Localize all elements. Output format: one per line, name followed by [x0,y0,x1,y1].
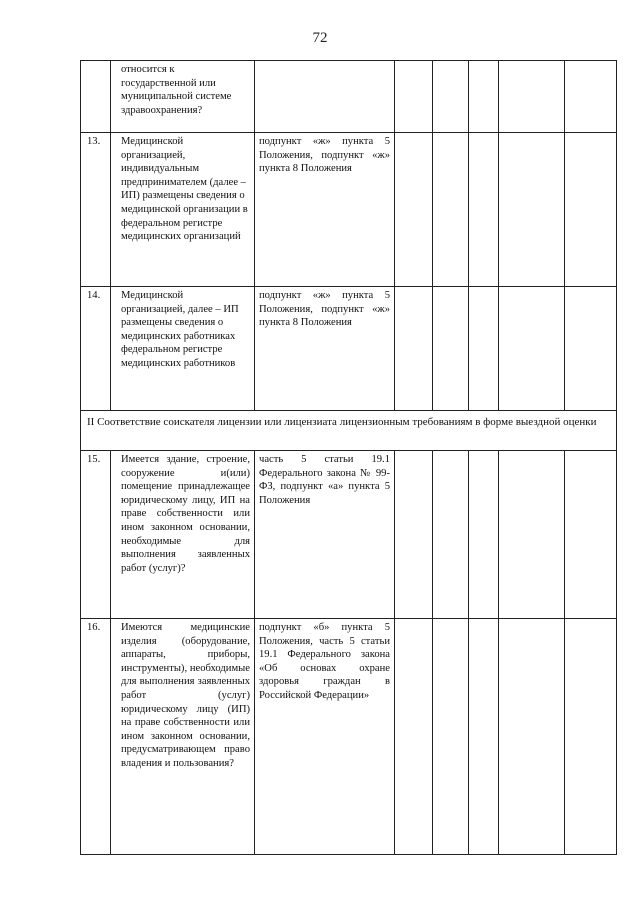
row-number [81,61,111,133]
row-reference: подпункт «б» пункта 5 Положения, часть 5 статьи 19.1 Федерального закона «Об основах охране здоровья граждан в Российской Федерации» [255,619,395,855]
row-number: 15. [81,451,111,619]
row-number: 13. [81,133,111,287]
answer-cell [433,61,469,133]
table-row [81,287,617,411]
row-question: Имеются медицинские изделия (оборудование, аппараты, приборы, инструменты), необходимые для выполнения заявленных работ (услуг) юридическому лицу (ИП) на праве собственности или ином законном основании, предусматривающем право владения и пользования? [111,619,255,855]
row-number: 14. [81,287,111,411]
row-reference: часть 5 статьи 19.1 Федерального закона № 99-ФЗ, подпункт «а» пункта 5 Положения [255,451,395,619]
row-question: Медицинской организацией, далее – ИП размещены сведения о медицинских работниках федеральном регистре медицинских работников [111,287,255,411]
answer-cell [395,287,433,411]
row-reference: подпункт «ж» пункта 5 Положения, подпункт «ж» пункта 8 Положения [255,287,395,411]
answer-cell [433,133,469,287]
answer-cell [469,619,499,855]
section-heading: II Соответствие соискателя лицензии или лицензиата лицензионным требованиям в форме выездной оценки [81,411,617,451]
answer-cell [499,287,565,411]
answer-cell [499,451,565,619]
row-number: 16. [81,619,111,855]
table-row [81,619,617,855]
answer-cell [433,287,469,411]
answer-cell [565,61,617,133]
answer-cell [469,287,499,411]
checklist-table [80,60,617,855]
answer-cell [565,287,617,411]
row-question: Имеется здание, строение, сооружение и(или) помещение принадлежащее юридическому лицу, ИП на праве собственности или ином законном основании, необходимые для выполнения заявленных работ (услуг)? [111,451,255,619]
page-number: 72 [312,30,328,46]
section-row [81,411,617,451]
table-row [81,133,617,287]
answer-cell [433,451,469,619]
row-reference: подпункт «ж» пункта 5 Положения, подпункт «ж» пункта 8 Положения [255,133,395,287]
answer-cell [499,133,565,287]
answer-cell [469,451,499,619]
answer-cell [499,61,565,133]
row-reference [255,61,395,133]
answer-cell [395,61,433,133]
answer-cell [565,133,617,287]
answer-cell [395,133,433,287]
answer-cell [469,61,499,133]
answer-cell [469,133,499,287]
row-question: относится к государственной или муниципальной системе здравоохранения? [111,61,255,133]
answer-cell [565,619,617,855]
answer-cell [395,619,433,855]
answer-cell [499,619,565,855]
answer-cell [395,451,433,619]
row-question: Медицинской организацией, индивидуальным предпринимателем (далее – ИП) размещены сведения о медицинской организации в федеральном регистре медицинских организаций [111,133,255,287]
table-row [81,451,617,619]
answer-cell [565,451,617,619]
table-row [81,61,617,133]
answer-cell [433,619,469,855]
